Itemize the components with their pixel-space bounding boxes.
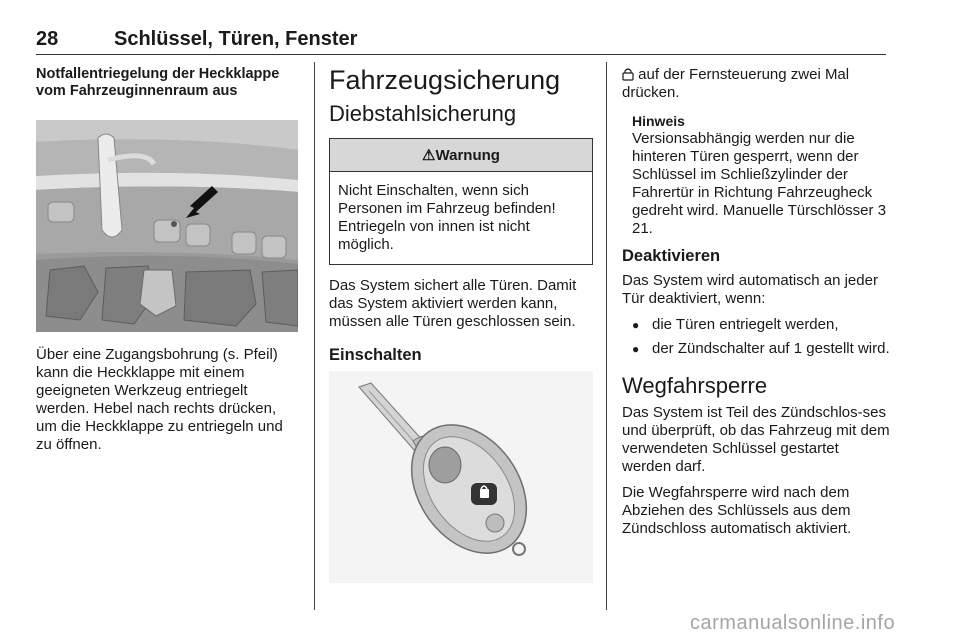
subheading-deaktivieren: Deaktivieren [622, 247, 721, 265]
tailgate-interior-image [36, 120, 298, 332]
watermark: carmanualsonline.info [690, 612, 896, 634]
subsection-title: Wegfahrsperre [622, 373, 768, 398]
subsection-title: Diebstahlsicherung [329, 101, 517, 126]
body-text: Das System ist Teil des Zündschlos-ses und überprüft, ob das Fahrzeug mit dem verwendeten Schlüssel gestartet werden darf. [622, 404, 890, 475]
body-text [622, 66, 890, 102]
cross-reference-link[interactable]: 3 21. [632, 202, 887, 237]
list-item: ● der Zündschalter auf 1 gestellt wird. [622, 340, 890, 358]
note-text [632, 130, 890, 238]
section-title: Fahrzeugsicherung [329, 65, 561, 95]
warning-box [329, 138, 593, 265]
warning-header [330, 139, 592, 172]
key-illustration [329, 371, 593, 583]
tailgate-illustration [36, 120, 298, 332]
lock-icon [622, 67, 634, 81]
column-divider [606, 62, 607, 610]
section-heading: Notfallentriegelung der Heckklappe vom Fahrzeuginnenraum aus [36, 66, 280, 99]
body-text: Die Wegfahrsperre wird nach dem Abziehen des Schlüssels aus dem Zündschloss automatisch aktiviert. [622, 484, 852, 537]
column-divider [314, 62, 315, 610]
note-box [632, 112, 890, 238]
body-text: Das System sichert alle Türen. Damit das System aktiviert werden kann, müssen alle Türen geschlossen sein. [329, 277, 577, 330]
body-text: Das System wird automatisch an jeder Tür deaktiviert, wenn: [622, 272, 878, 307]
column-2 [329, 64, 593, 583]
remote-key-image [329, 371, 593, 583]
warning-text: Nicht Einschalten, wenn sich Personen im Fahrzeug befinden! Entriegeln von innen ist nicht möglich. [338, 182, 556, 253]
note-title: Hinweis [632, 113, 685, 129]
column-1 [36, 66, 298, 462]
page-header [36, 28, 886, 55]
page-number: 28 [36, 28, 59, 50]
column-3 [622, 66, 890, 546]
list-item: ● die Türen entriegelt werden, [622, 316, 890, 334]
intro-text: auf der Fernsteuerung zwei Mal drücken. [622, 66, 850, 101]
bullet-list [622, 316, 890, 358]
body-text: Über eine Zugangsbohrung (s. Pfeil) kann die Heckklappe mit einem geeigneten Werkzeug entriegelt werden. Hebel nach rechts drücken, um die Heckklappe zu entriegeln und zu öffnen. [36, 346, 283, 453]
chapter-title: Schlüssel, Türen, Fenster [114, 28, 358, 50]
note-body: Versionsabhängig werden nur die hinteren Türen gesperrt, wenn der Schlüssel im Schließzylinder der Fahrertür in Richtung Fahrzeugheck gedreht wird. Manuelle Türschlösser [632, 130, 874, 219]
warning-title: Warnung [435, 147, 500, 164]
subheading-einschalten: Einschalten [329, 346, 422, 364]
warning-icon: ⚠ [422, 147, 436, 164]
